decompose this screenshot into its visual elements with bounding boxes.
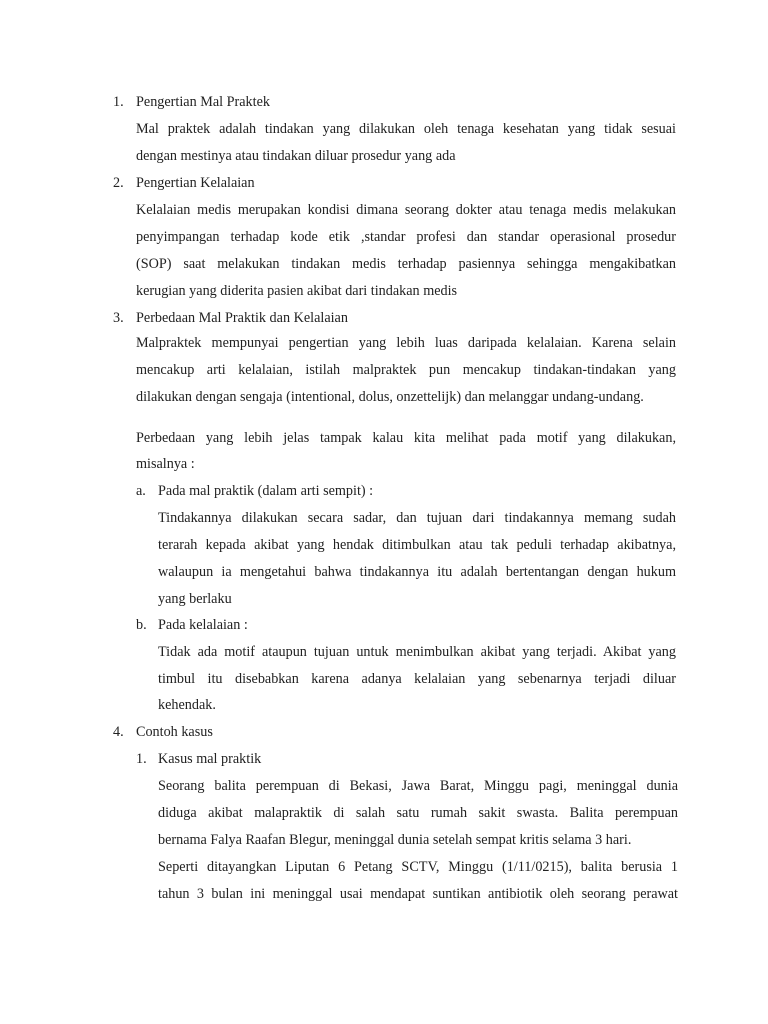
item-3-number: 3. <box>113 310 124 326</box>
item-1-title: Pengertian Mal Praktek <box>136 94 270 110</box>
item-4-sub-1-title: Kasus mal praktik <box>158 751 262 767</box>
subitem-a-line-4: yang berlaku <box>158 591 232 607</box>
item-1-line-1: Mal praktek adalah tindakan yang dilakukan oleh tenaga kesehatan yang tidak sesuai <box>136 121 676 137</box>
item-2-title: Pengertian Kelalaian <box>136 175 255 191</box>
item-2-line-3: (SOP) saat melakukan tindakan medis terhadap pasiennya sehingga mengakibatkan <box>136 256 676 272</box>
item-3-line-1: Malpraktek mempunyai pengertian yang lebih luas daripada kelalaian. Karena selain <box>136 335 676 351</box>
item-4-title: Contoh kasus <box>136 724 213 740</box>
subitem-b-line-3: kehendak. <box>158 697 216 713</box>
item-2-line-1: Kelalaian medis merupakan kondisi dimana seorang dokter atau tenaga medis melakukan <box>136 202 676 218</box>
subitem-a-letter: a. <box>136 483 146 499</box>
item-3-para2-line-2: misalnya : <box>136 456 195 472</box>
item-3-para2-line-1: Perbedaan yang lebih jelas tampak kalau kita melihat pada motif yang dilakukan, <box>136 430 676 446</box>
subitem-b-line-1: Tidak ada motif ataupun tujuan untuk menimbulkan akibat yang terjadi. Akibat yang <box>158 644 676 660</box>
item-2-line-2: penyimpangan terhadap kode etik ,standar profesi dan standar operasional prosedur <box>136 229 676 245</box>
item-1-line-2: dengan mestinya atau tindakan diluar prosedur yang ada <box>136 148 456 164</box>
item-3-line-3: dilakukan dengan sengaja (intentional, dolus, onzettelijk) dan melanggar undang-undang. <box>136 389 644 405</box>
item-4-sub-1-line-5: tahun 3 bulan ini meninggal usai mendapat suntikan antibiotik oleh seorang perawat <box>158 886 678 902</box>
subitem-b-title: Pada kelalaian : <box>158 617 248 633</box>
subitem-b-line-2: timbul itu disebabkan karena adanya kelalaian yang sebenarnya terjadi diluar <box>158 671 676 687</box>
item-3-title: Perbedaan Mal Praktik dan Kelalaian <box>136 310 348 326</box>
subitem-a-line-3: walaupun ia mengetahui bahwa tindakannya itu adalah bertentangan dengan hukum <box>158 564 676 580</box>
item-4-sub-1-line-2: diduga akibat malapraktik di salah satu rumah sakit swasta. Balita perempuan <box>158 805 678 821</box>
item-3-line-2: mencakup arti kelalaian, istilah malpraktek pun mencakup tindakan-tindakan yang <box>136 362 676 378</box>
item-2-number: 2. <box>113 175 124 191</box>
subitem-a-line-1: Tindakannya dilakukan secara sadar, dan tujuan dari tindakannya memang sudah <box>158 510 676 526</box>
item-4-number: 4. <box>113 724 124 740</box>
item-1-number: 1. <box>113 94 124 110</box>
subitem-a-title: Pada mal praktik (dalam arti sempit) : <box>158 483 374 499</box>
item-4-sub-1-line-1: Seorang balita perempuan di Bekasi, Jawa Barat, Minggu pagi, meninggal dunia <box>158 778 678 794</box>
subitem-a-line-2: terarah kepada akibat yang hendak ditimbulkan atau tak peduli terhadap akibatnya, <box>158 537 676 553</box>
item-4-sub-1-line-4: Seperti ditayangkan Liputan 6 Petang SCTV, Minggu (1/11/0215), balita berusia 1 <box>158 859 678 875</box>
item-2-line-4: kerugian yang diderita pasien akibat dari tindakan medis <box>136 283 458 299</box>
item-4-sub-1-number: 1. <box>136 751 147 767</box>
item-4-sub-1-line-3: bernama Falya Raafan Blegur, meninggal dunia setelah sempat kritis selama 3 hari. <box>158 832 632 848</box>
subitem-b-letter: b. <box>136 617 147 633</box>
